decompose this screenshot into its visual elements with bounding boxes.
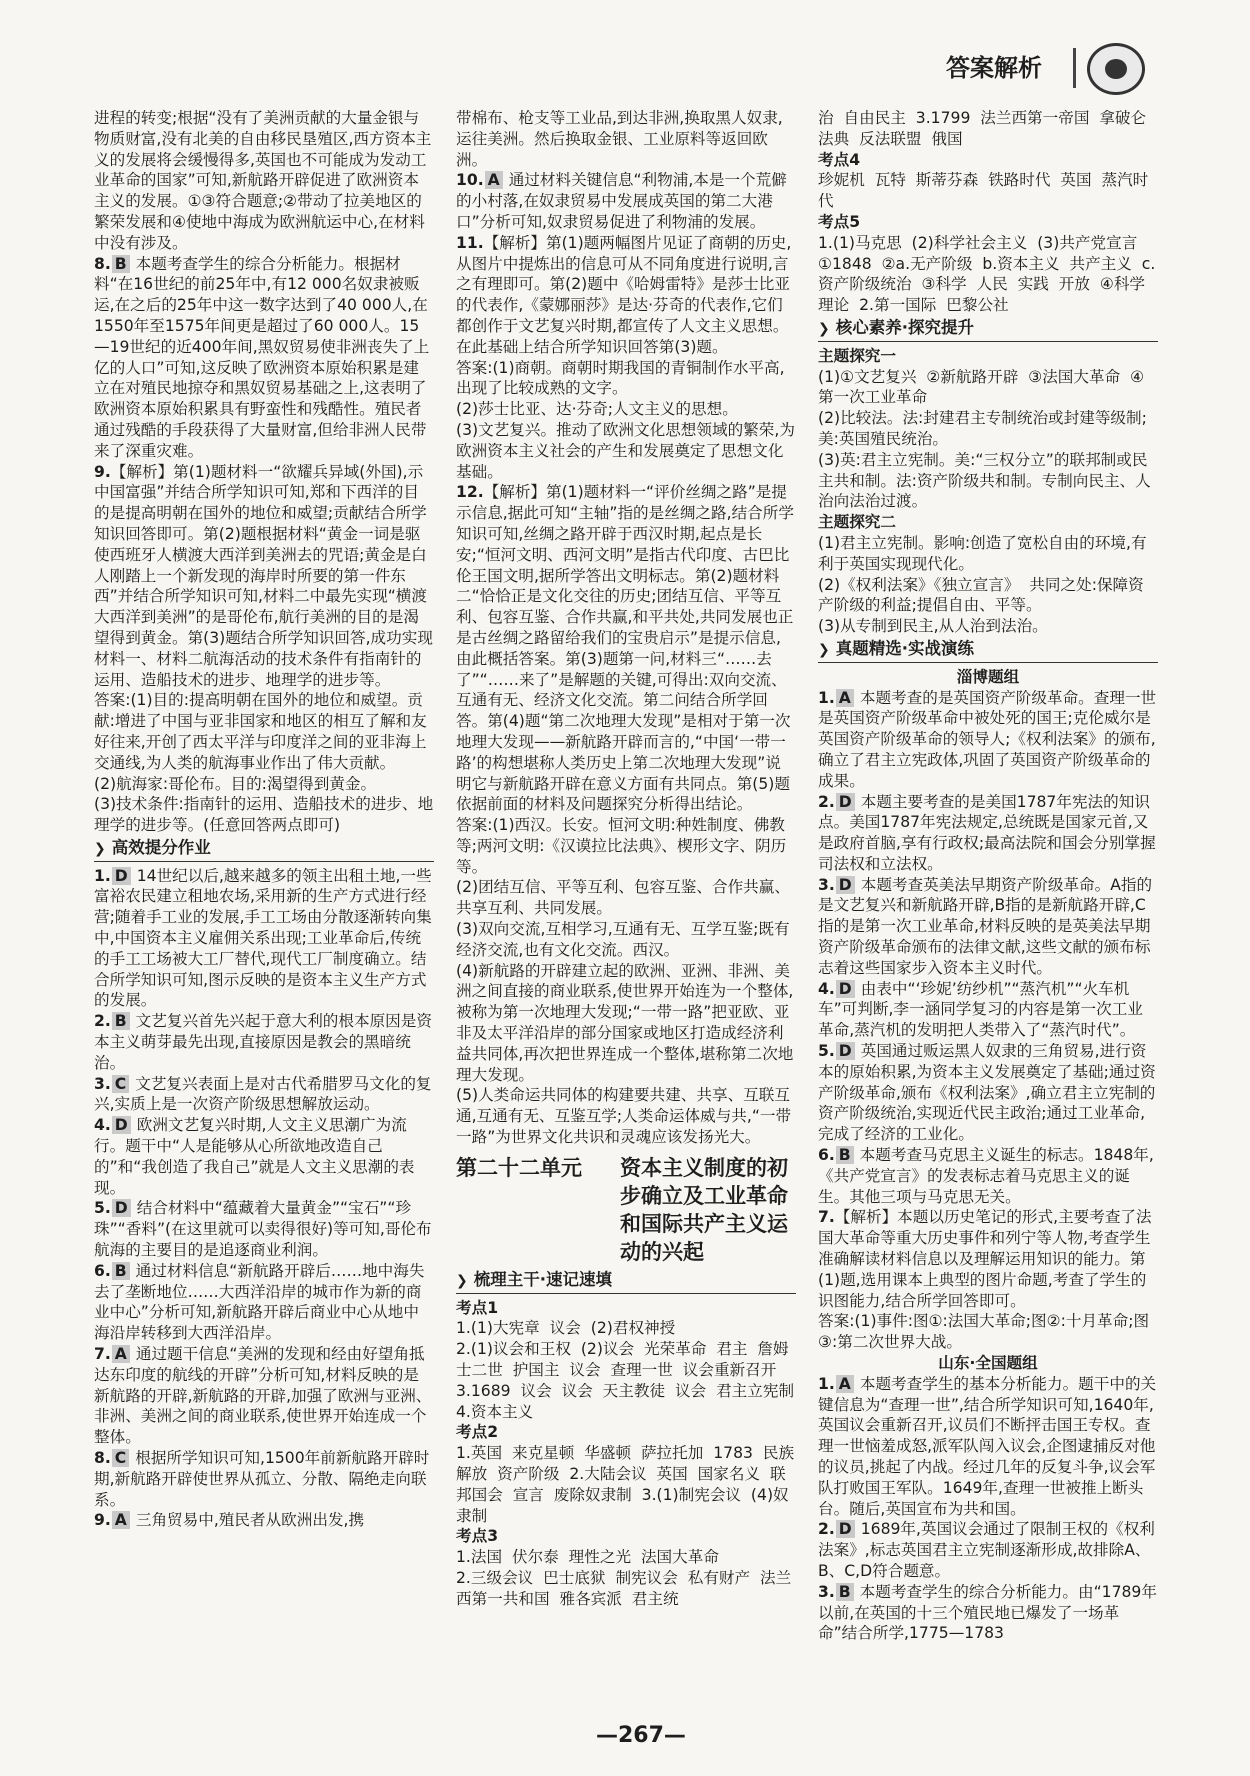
- answer-text: 文艺复兴首先兴起于意大利的根本原因是资本主义萌芽最先出现,直接原因是教会的黑暗统治。: [94, 1012, 432, 1072]
- answer-column-left: [94, 108, 434, 1728]
- question-number: 1.: [818, 1374, 835, 1393]
- section-heading: [818, 639, 1158, 663]
- answer-badge: D: [112, 1199, 131, 1217]
- answer-text: 【解析】第(1)题材料一“欲耀兵异域(外国),示中国富强”并结合所学知识可知,郑和下西洋的目的是提高明朝在国外的地位和威望;贡献结合所学知识回答即可。第(2)题根据材料“黄金一词是驱使西班牙人横渡大西洋到美洲去的咒语;黄金是白人刚踏上一个新发现的海岸时所要的第一件东西”并结合所学知识可知,材料二中最先实现“横渡大西洋到美洲”的是哥伦布,航行美洲的目的是渴望得到黄金。第(3)题结合所学知识回答,成功实现材料一、材料二航海活动的技术条件有指南针的运用、造船技术的进步、地理学的进步等。: [94, 462, 433, 689]
- answer-item: [818, 688, 1158, 792]
- topic-label: 考点2: [456, 1423, 499, 1442]
- question-number: 8.: [94, 254, 111, 273]
- topic-label: 考点3: [456, 1527, 499, 1546]
- answer-badge: C: [112, 1075, 129, 1093]
- answer-text: 本题考查学生的综合分析能力。由“1789年以前,在英国的十三个殖民地已爆发了一场革命”结合所学,1775—1783: [818, 1582, 1157, 1643]
- answer-paragraph: 珍妮机 瓦特 斯蒂芬森 铁路时代 英国 蒸汽时代: [818, 171, 1149, 211]
- question-number: 4.: [818, 979, 835, 998]
- answer-paragraph: (1)①文艺复兴 ②新航路开辟 ③法国大革命 ④第一次工业革命: [818, 367, 1145, 407]
- answer-text: 英国通过贩运黑人奴隶的三角贸易,进行资本的原始积累,为资本主义发展奠定了基础;通过资产阶级革命,颁布《权利法案》,确立君主立宪制的资产阶级统治,实现近代民主政治;通过工业革命,完成了经济的工业化。: [818, 1042, 1156, 1144]
- answer-badge: D: [836, 980, 855, 998]
- answer-text: 本题考查的是英国资产阶级革命。查理一世是英国资产阶级革命中被处死的国王;克伦威尔是英国资产阶级革命的领导人;《权利法案》的颁布,确立了君主立宪政体,巩固了英国资产阶级革命的成果。: [818, 688, 1157, 790]
- question-number: 9.: [94, 462, 111, 481]
- answer-item: [818, 875, 1158, 979]
- answer-paragraph: (3)从专制到民主,从人治到法治。: [818, 617, 1048, 636]
- answer-item: [94, 1344, 434, 1448]
- answer-paragraph: (4)新航路的开辟建立起的欧洲、亚洲、非洲、美洲之间直接的商业联系,使世界开始连为一个整体,被称为第一次地理大发现;“一带一路”把亚欧、亚非及太平洋沿岸的部分国家或地区打造成经济利益共同体,再次把世界连成一个整体,堪称第二次地理大发现。: [456, 961, 794, 1084]
- answer-badge: A: [112, 1511, 130, 1529]
- question-number: 7.: [94, 1345, 111, 1364]
- group-title: 淄博题组: [956, 667, 1020, 686]
- answer-paragraph: 1.英国 来克星顿 华盛顿 萨拉托加 1783 民族解放 资产阶级 2.大陆会议 英国 国家名义 联邦国会 宣言 废除奴隶制 3.(1)制宪会议 (4)奴隶制: [456, 1444, 795, 1525]
- answer-paragraph: 答案:(1)目的:提高明朝在国外的地位和威望。贡献:增进了中国与亚非国家和地区的相互了解和友好往来,开创了西太平洋与印度洋之间的亚非海上交通线,为人类的航海事业作出了伟大贡献。: [94, 691, 427, 772]
- answer-paragraph: 1.法国 伏尔泰 理性之光 法国大革命: [456, 1548, 719, 1567]
- answer-text: 结合材料中“蕴藏着大量黄金”“宝石”“珍珠”“香料”(在这里就可以卖得很好)等可知,哥伦布航海的主要目的是追逐商业利润。: [94, 1199, 432, 1260]
- answer-text: 本题考查学生的基本分析能力。题干中的关键信息为“查理一世”,结合所学知识可知,1640年,英国议会重新召开,议员们不断抨击国王专权。查理一世恼羞成怒,派军队闯入议会,企图逮捕反对他的议员,挑起了内战。经过几年的反复斗争,议会军队打败国王军队。1649年,查理一世被推上断头台。随后,英国宣布为共和国。: [818, 1374, 1157, 1518]
- section-heading-text: 核心素养·探究提升: [835, 317, 975, 337]
- question-number: 9.: [94, 1511, 111, 1530]
- answer-badge: D: [836, 876, 855, 894]
- header-divider: [1073, 48, 1076, 88]
- section-heading-text: 高效提分作业: [111, 837, 211, 857]
- answer-paragraph: (1)君主立宪制。影响:创造了宽松自由的环境,有利于英国实现现代化。: [818, 533, 1147, 573]
- answer-item: [818, 979, 1158, 1041]
- question-number: 3.: [818, 1582, 835, 1601]
- section-heading-text: 梳理主干·速记速填: [473, 1269, 613, 1289]
- answer-paragraph: (3)文艺复兴。推动了欧洲文化思想领域的繁荣,为欧洲资本主义社会的产生和发展奠定了思想文化基础。: [456, 420, 795, 481]
- answer-item: [818, 1374, 1158, 1520]
- question-number: 10.: [456, 171, 484, 190]
- answer-paragraph: 答案:(1)西汉。长安。恒河文明:种姓制度、佛教等;两河文明:《汉谟拉比法典》、楔形文字、阴历等。: [456, 816, 787, 876]
- answer-paragraph: (3)双向交流,互相学习,互通有无、互学互鉴;既有经济交流,也有文化交流。西汉。: [456, 920, 790, 959]
- answer-item: [818, 1207, 1158, 1311]
- question-number: 2.: [94, 1012, 111, 1031]
- answer-item: [94, 866, 434, 1012]
- topic-label: 考点5: [818, 212, 861, 231]
- answer-text: 三角贸易中,殖民者从欧洲出发,携: [135, 1511, 365, 1530]
- answer-item: [456, 482, 796, 815]
- answer-item: [94, 1448, 434, 1510]
- answer-text: 由表中“‘珍妮’纺纱机”“蒸汽机”“火车机车”可判断,李一涵同学复习的内容是第一次工业革命,蒸汽机的发明把人类带入了“蒸汽时代”。: [818, 979, 1143, 1040]
- unit-label: 第二十二单元: [456, 1155, 582, 1180]
- answer-item: [818, 792, 1158, 875]
- section-heading: [94, 838, 434, 862]
- answer-text: 14世纪以后,越来越多的领主出租土地,一些富裕农民建立租地农场,采用新的生产方式进行经营;随着手工业的发展,手工工场由分散逐渐转向集中,中国资本主义雇佣关系出现;工业革命后,传统的手工工场被大工厂替代,现代工厂制度确立。结合所学知识可知,图示反映的是资本主义生产方式的发展。: [94, 866, 432, 1010]
- answer-column-right: [818, 108, 1158, 1728]
- answer-paragraph: 进程的转变;根据“没有了美洲贡献的大量金银与物质财富,没有北美的自由移民垦殖区,西方资本主义的发展将会缓慢得多,英国也不可能成为发动工业革命的国家”可知,新航路开辟促进了欧洲资本主义的发展。①③符合题意;②带动了拉美地区的繁荣发展和④使地中海成为欧洲航运中心,在材料中没有涉及。: [94, 109, 432, 252]
- answer-paragraph: (3)英:君主立宪制。美:“三权分立”的联邦制或民主共和制。法:资产阶级共和制。专制向民主、人治向法治过渡。: [818, 450, 1151, 511]
- answer-paragraph: (3)技术条件:指南针的运用、造船技术的进步、地理学的进步等。(任意回答两点即可): [94, 795, 434, 835]
- answer-text: 通过材料关键信息“利物浦,本是一个荒僻的小村落,在奴隶贸易中发展成英国的第二大港口”分析可知,奴隶贸易促进了利物浦的发展。: [456, 171, 787, 231]
- topic-label: 考点4: [818, 150, 861, 169]
- question-number: 5.: [94, 1199, 111, 1218]
- answer-paragraph: 1.(1)大宪章 议会 (2)君权神授: [456, 1319, 676, 1338]
- topic-label: 考点1: [456, 1298, 499, 1317]
- answer-paragraph: 2.(1)议会和王权 (2)议会 光荣革命 君主 詹姆士二世 护国主 议会 查理一世 议会重新召开 3.1689 议会 议会 天主教徒 议会 君主立宪制 4.资本主义: [456, 1340, 804, 1421]
- eye-logo-icon: [1087, 43, 1145, 95]
- answer-paragraph: (2)比较法。法:封建君主专制统治或封建等级制;美:英国殖民统治。: [818, 409, 1147, 448]
- answer-paragraph: 治 自由民主 3.1799 法兰西第一帝国 拿破仑法典 反法联盟 俄国: [818, 109, 1147, 148]
- answer-badge: B: [112, 1262, 130, 1280]
- answer-badge: A: [112, 1345, 130, 1363]
- answer-badge: B: [836, 1583, 854, 1601]
- question-number: 1.: [818, 688, 835, 707]
- chevron-right-icon: ❯: [94, 840, 106, 857]
- answer-item: [456, 233, 796, 358]
- answer-badge: D: [112, 1116, 131, 1134]
- answer-text: 【解析】第(1)题两幅图片见证了商朝的历史,从图片中提炼出的信息可从不同角度进行说明,言之有理即可。第(2)题中《哈姆雷特》是莎士比亚的代表作,《蒙娜丽莎》是达·芬奇的代表作,它们都创作于文艺复兴时期,都宣传了人文主义思想。在此基础上结合所学知识回答第(3)题。: [456, 233, 792, 356]
- answer-paragraph: 答案:(1)商朝。商朝时期我国的青铜制作水平高,出现了比较成熟的文字。: [456, 358, 785, 398]
- page-number: —267—: [596, 1723, 686, 1748]
- answer-item: [94, 1074, 434, 1116]
- answer-badge: D: [836, 1042, 855, 1060]
- section-heading: [818, 318, 1158, 342]
- answer-paragraph: 带棉布、枪支等工业品,到达非洲,换取黑人奴隶,运往美洲。然后换取金银、工业原料等返回欧洲。: [456, 109, 783, 169]
- answer-paragraph: (2)《权利法案》《独立宣言》 共同之处:保障资产阶级的利益;提倡自由、平等。: [818, 575, 1144, 615]
- answer-item: [818, 1582, 1158, 1644]
- answer-paragraph: 1.(1)马克思 (2)科学社会主义 (3)共产党宣言 ①1848 ②a.无产阶级 b.资本主义 共产主义 c.资产阶级统治 ③科学 人民 实践 开放 ④科学理论 2.第一国际 巴黎公社: [818, 233, 1156, 315]
- answer-paragraph: (2)莎士比亚、达·芬奇;人文主义的思想。: [456, 400, 738, 419]
- answer-badge: C: [112, 1449, 129, 1467]
- answer-item: [94, 1261, 434, 1344]
- question-number: 6.: [818, 1146, 835, 1165]
- question-number: 3.: [94, 1074, 111, 1093]
- question-number: 5.: [818, 1042, 835, 1061]
- answer-text: 1689年,英国议会通过了限制王权的《权利法案》,标志英国君主立宪制逐渐形成,故排除A、B、C,D符合题意。: [818, 1520, 1155, 1580]
- group-title: 山东·全国题组: [938, 1354, 1038, 1373]
- answer-badge: D: [112, 867, 131, 885]
- answer-item: [94, 254, 434, 462]
- answer-paragraph: 2.三级会议 巴士底狱 制宪议会 私有财产 法兰西第一共和国 雅各宾派 君主统: [456, 1569, 792, 1608]
- topic-label: 主题探究一: [818, 346, 896, 365]
- section-heading-text: 真题精选·实战演练: [835, 638, 975, 658]
- answer-text: 本题考查马克思主义诞生的标志。1848年,《共产党宣言》的发表标志着马克思主义的诞生。其他三项与马克思无关。: [818, 1146, 1154, 1206]
- answer-text: 【解析】本题以历史笔记的形式,主要考查了法国大革命等重大历史事件和列宁等人物,考查学生准确解读材料信息以及理解运用知识的能力。第(1)题,选用课本上典型的图片命题,考查了学生的识图能力,结合所学回答即可。: [818, 1208, 1152, 1310]
- answer-paragraph: (2)团结互信、平等互利、包容互鉴、合作共赢、共享互利、共同发展。: [456, 878, 790, 918]
- answer-item: [94, 1115, 434, 1198]
- answer-badge: D: [836, 793, 855, 811]
- question-number: 1.: [94, 866, 111, 885]
- answer-text: 欧洲文艺复兴时期,人文主义思潮广为流行。题干中“人是能够从心所欲地改造自己的”和“我创造了我自己”就是人文主义思潮的表现。: [94, 1116, 415, 1197]
- question-number: 2.: [818, 1520, 835, 1539]
- answer-paragraph: (5)人类命运共同体的构建要共建、共享、互联互通,互通有无、互鉴互学;人类命运体威与共,“一带一路”为世界文化共识和灵魂应该发扬光大。: [456, 1086, 792, 1147]
- answer-text: 本题考查英美法早期资产阶级革命。A指的是文艺复兴和新航路开辟,B指的是新航路开辟,C指的是第一次工业革命,材料反映的是英美法早期资产阶级革命颁布的法律文献,这些文献的颁布标志着这些国家步入资本主义时代。: [818, 875, 1153, 977]
- answer-column-middle: [456, 108, 804, 1723]
- answer-badge: A: [485, 171, 503, 189]
- answer-text: 通过材料信息“新航路开辟后……地中海失去了垄断地位……大西洋沿岸的城市作为新的商业中心”分析可知,新航路开辟后商业中心从地中海沿岸转移到大西洋沿岸。: [94, 1261, 425, 1343]
- question-number: 7.: [818, 1208, 835, 1227]
- question-number: 3.: [818, 875, 835, 894]
- answer-item: [94, 462, 434, 691]
- answer-paragraph: (2)航海家:哥伦布。目的:渴望得到黄金。: [94, 774, 377, 793]
- answer-badge: B: [836, 1146, 854, 1164]
- question-number: 8.: [94, 1449, 111, 1467]
- answer-badge: B: [112, 255, 130, 273]
- answer-text: 本题主要考查的是美国1787年宪法的知识点。美国1787年宪法规定,总统既是国家元首,又是政府首脑,享有行政权;最高法院和国会分别掌握司法权和立法权。: [818, 792, 1156, 873]
- answer-text: 通过题干信息“美洲的发现和经由好望角抵达东印度的航线的开辟”分析可知,材料反映的是新航路的开辟,新航路的开辟,加强了欧洲与亚洲、非洲、美洲之间的商业联系,使世界开始连成一个整体。: [94, 1345, 432, 1447]
- unit-heading: [456, 1154, 796, 1266]
- chevron-right-icon: ❯: [818, 641, 830, 658]
- answer-text: 本题考查学生的综合分析能力。根据材料“在16世纪的前25年中,有12 000名奴隶被贩运,在之后的25年中这一数字达到了40 000人,在1550年至1575年间更是超过了60 000人。15—19世纪的近400年间,黑奴贸易使非洲丧失了上亿的人口”可知,这反映了欧洲资本原始积累是建立在对殖民地掠夺和黑奴贸易基础之上,这表明了欧洲资本原始积累具有野蛮性和残酷性。殖民者通过残酷的手段获得了大量财富,但给非洲人民带来了深重灾难。: [94, 254, 430, 460]
- answer-item: [94, 1198, 434, 1260]
- answer-badge: B: [112, 1012, 130, 1030]
- question-number: 2.: [818, 792, 835, 811]
- answer-item: [94, 1011, 434, 1073]
- answer-item: [818, 1041, 1158, 1145]
- chevron-right-icon: ❯: [818, 320, 830, 337]
- answer-text: 【解析】第(1)题材料一“评价丝绸之路”是提示信息,据此可知“主轴”指的是丝绸之路,结合所学知识可知,丝绸之路开辟于西汉时期,起点是长安;“恒河文明、西河文明”是指古代印度、古巴比伦王国文明,据所学答出文明标志。第(2)题材料二“恰恰正是文化交往的历史;团结互信、平等互利、包容互鉴、合作共赢,和平共处,共同发展也正是古丝绸之路留给我们的宝贵启示”是提示信息,由此概括答案。第(3)题第一问,材料三“……去了”“……来了”是解题的关键,可得出:双向交流、互通有无、经济文化交流。第二问结合所学回答。第(4)题“第二次地理大发现”是相对于第一次地理大发现——新航路开辟而言的,“中国‘一带一路’的构想堪称人类历史上第二次地理大发现”说明它与新航路开辟在意义方面有共同点。第(5)题依据前面的材料及问题探究分析得出结论。: [456, 483, 794, 814]
- unit-title: 资本主义制度的初步确立及工业革命和国际共产主义运动的兴起: [620, 1155, 788, 1264]
- answer-badge: A: [836, 689, 854, 707]
- answer-item: [456, 170, 796, 232]
- question-number: 12.: [456, 483, 484, 502]
- chevron-right-icon: ❯: [456, 1272, 468, 1289]
- question-number: 6.: [94, 1261, 111, 1280]
- answer-item: [818, 1519, 1158, 1581]
- question-number: 4.: [94, 1116, 111, 1135]
- answer-badge: D: [836, 1520, 855, 1538]
- question-number: 11.: [456, 233, 484, 252]
- answer-item: [818, 1145, 1158, 1207]
- answer-item: [94, 1510, 434, 1531]
- answer-paragraph: 答案:(1)事件:图①:法国大革命;图②:十月革命;图③:第二次世界大战。: [818, 1312, 1150, 1352]
- section-heading: [456, 1270, 796, 1294]
- answer-badge: A: [836, 1375, 854, 1393]
- header-title: 答案解析: [946, 54, 1042, 82]
- topic-label: 主题探究二: [818, 513, 896, 532]
- answer-text: 文艺复兴表面上是对古代希腊罗马文化的复兴,实质上是一次资产阶级思想解放运动。: [94, 1074, 432, 1114]
- answer-text: 根据所学知识可知,1500年前新航路开辟时期,新航路开辟使世界从孤立、分散、隔绝走向联系。: [94, 1449, 430, 1509]
